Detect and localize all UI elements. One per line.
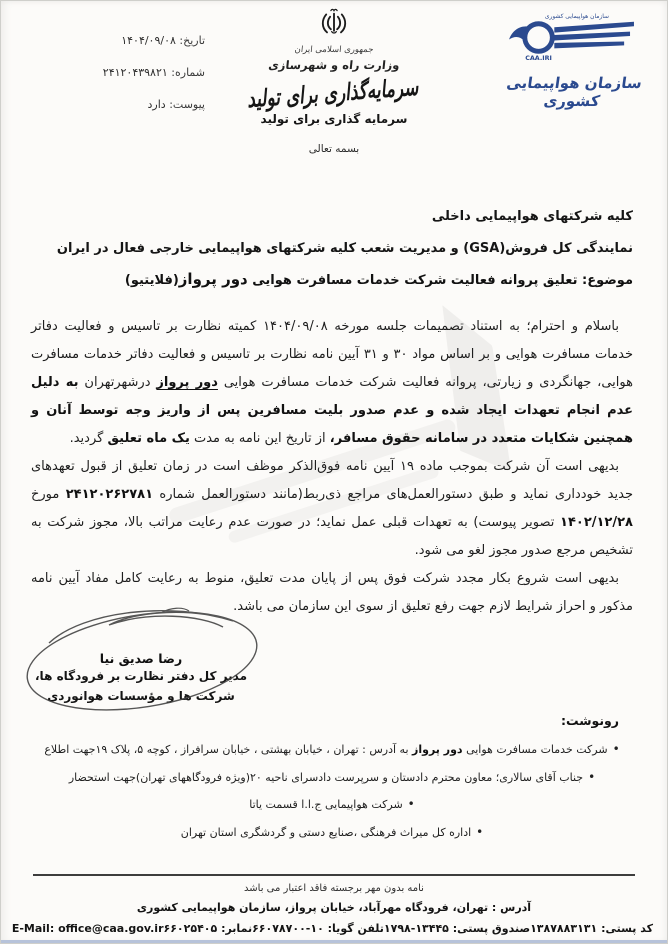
cc-item <box>31 764 633 792</box>
addressee-line-1: کلیه شرکتهای هواپیمایی داخلی <box>431 209 633 224</box>
meta-attachment-label: پیوست: <box>169 98 205 111</box>
slogan-caption: سرمایه گذاری برای تولید <box>260 112 408 126</box>
cc-block <box>31 713 633 846</box>
contact-email-label: E-Mail: <box>11 922 55 935</box>
contact-email-value: office@caa.gov.ir <box>58 922 164 935</box>
meta-date-label: تاریخ: <box>179 34 205 47</box>
ministry-title: وزارت راه و شهرسازی <box>267 58 401 72</box>
contact-phone <box>252 922 384 935</box>
letter-meta-block <box>35 25 205 121</box>
slogan-calligraphy: سرمایه‌گذاری برای تولید <box>247 72 421 113</box>
meta-number-label: شماره: <box>171 66 205 79</box>
footer-address: آدرس : تهران، فرودگاه مهرآباد، خیابان پرواز، سازمان هواپیمایی کشوری <box>136 901 532 914</box>
contact-email <box>12 922 164 935</box>
cc-item <box>31 736 633 764</box>
body-paragraph-3: بدیهی است شروع بکار مجدد شرکت فوق پس از پایان مدت تعلیق، منوط به رعایت کامل مفاد آیین نامه مذکور و احراز شرایط لازم جهت رفع تعلیق از سوی این سازمان می باشد. <box>31 571 633 614</box>
caa-logo-arc-text: سازمان هواپیمایی کشوری <box>544 13 609 20</box>
besmellah-text: بسمه تعالی <box>308 143 360 155</box>
letterhead-org <box>491 9 655 110</box>
iran-emblem-icon <box>320 7 348 39</box>
contact-postal-code-value: ۱۳۸۷۸۸۳۱۳۱ <box>530 922 598 935</box>
signatory-name: رضا صدیق نیا <box>99 651 183 666</box>
signature-block <box>17 631 265 706</box>
contact-fax <box>164 922 253 935</box>
cc-item-text: شرکت خدمات مسافرت هوایی دور پرواز به آدرس : تهران ، خیابان بهشتی ، خیابان سرافراز ، کوچه ۵، پلاک ۱۹جهت اطلاع <box>44 743 608 756</box>
meta-number <box>35 57 205 89</box>
addressee-block <box>35 206 633 288</box>
contact-po-box-label: صندوق پستی: <box>452 922 531 935</box>
cc-item-text: شرکت هواپیمایی ج.ا.ا قسمت یاتا <box>249 798 403 811</box>
bullet-icon: • <box>476 824 484 839</box>
caa-logo-caption: CAA.IRI <box>525 54 552 63</box>
caa-logo-icon <box>508 9 638 68</box>
republic-title: جمهوری اسلامی ایران <box>294 45 374 55</box>
contact-fax-label: نمابر: <box>221 922 253 935</box>
contact-phone-value: ۱۰-۶۶۰۷۸۷۰۰ <box>252 922 324 935</box>
subject-line: موضوع: تعلیق پروانه فعالیت شرکت خدمات مسافرت هوایی دور پرواز(فلایتیو) <box>124 270 633 288</box>
meta-date <box>35 25 205 57</box>
contact-postal-code <box>530 922 653 935</box>
signatory-title-line-1: مدیر کل دفتر نظارت بر فرودگاه ها، <box>35 669 247 683</box>
meta-date-value: ۱۴۰۴/۰۹/۰۸ <box>121 34 176 47</box>
bullet-icon: • <box>407 797 415 811</box>
contact-po-box-value: ۱۳۴۴۵-۱۷۹۸ <box>383 922 449 935</box>
footer-contacts <box>1 922 667 935</box>
contact-phone-label: تلفن گویا: <box>327 922 384 935</box>
org-name-calligraphy: سازمان هواپیمایی کشوری <box>505 74 644 110</box>
contact-fax-value: ۶۶۰۲۵۴۰۵ <box>163 922 218 935</box>
cc-item-text: جناب آقای سالاری؛ معاون محترم دادستان و سرپرست دادسرای ناحیه ۲۰(ویژه فرودگاههای تهران)جهت استحضار <box>68 770 584 784</box>
meta-attachment-value: دارد <box>147 98 166 111</box>
cc-item <box>31 791 633 819</box>
letter-body <box>31 313 633 621</box>
bullet-icon: • <box>588 769 596 784</box>
body-paragraph-1: باسلام و احترام؛ به استناد تصمیمات جلسه مورخه ۱۴۰۴/۰۹/۰۸ کمیته نظارت بر تاسیس و فعالیت دفاتر خدمات مسافرت هوایی و بر اساس مواد ۳۰ و ۳۱ آیین نامه نظارت بر تاسیس و فعالیت دفاتر خدمات مسافرت هوایی، جهانگردی و زیارتی، پروانه فعالیت شرکت خدمات مسافرت هوایی دور پرواز درشهرتهران به دلیل عدم انجام تعهدات ایجاد شده و عدم صدور بلیت مسافرین پس از واریز وجه توسط آنان و همچنین شکایات متعدد در سامانه حقوق مسافر، از تاریخ این نامه به مدت یک ماه تعلیق گردید. <box>31 319 634 446</box>
meta-attachment <box>35 89 205 121</box>
scan-edge-line <box>1 940 667 943</box>
letter-footer <box>1 874 667 935</box>
addressee-line-2: نمایندگی کل فروش(GSA) و مدیریت شعب کلیه شرکتهای هواپیمایی خارجی فعال در ایران <box>56 241 633 256</box>
cc-item-text: اداره کل میراث فرهنگی ،صنایع دستی و گردشگری استان تهران <box>180 825 472 839</box>
bullet-icon: • <box>612 742 620 756</box>
letterhead-center <box>209 7 459 155</box>
signatory-title-line-2: شرکت ها و مؤسسات هوانوردی <box>47 689 235 703</box>
cc-heading: رونوشت: <box>560 713 619 728</box>
meta-number-value: ۲۴۱۲۰۴۳۹۸۲۱ <box>102 66 168 79</box>
cc-item <box>31 819 633 847</box>
contact-postal-code-label: کد پستی: <box>601 922 653 935</box>
separator-line <box>33 874 635 876</box>
contact-po-box <box>384 922 530 935</box>
body-paragraph-2: بدیهی است آن شرکت بموجب ماده ۱۹ آیین نامه فوق‌الذکر موظف است در زمان تعلیق از قبول تعهدهای جدید خودداری نماید و طبق دستورالعمل‌های مراجع ذی‌ربط(مانند دستورالعمل شماره ۲۴۱۲۰۲۶۲۷۸۱ مورخ ۱۴۰۲/۱۲/۲۸ تصویر پیوست) به تعهدات قبلی عمل نماید؛ در صورت عدم رعایت مراتب بالا، مجوز شرکت به تشخیص مرجع صدور مجوز لغو می شود. <box>31 459 633 558</box>
no-seal-note: نامه بدون مهر برجسته فاقد اعتبار می باشد <box>244 883 424 894</box>
